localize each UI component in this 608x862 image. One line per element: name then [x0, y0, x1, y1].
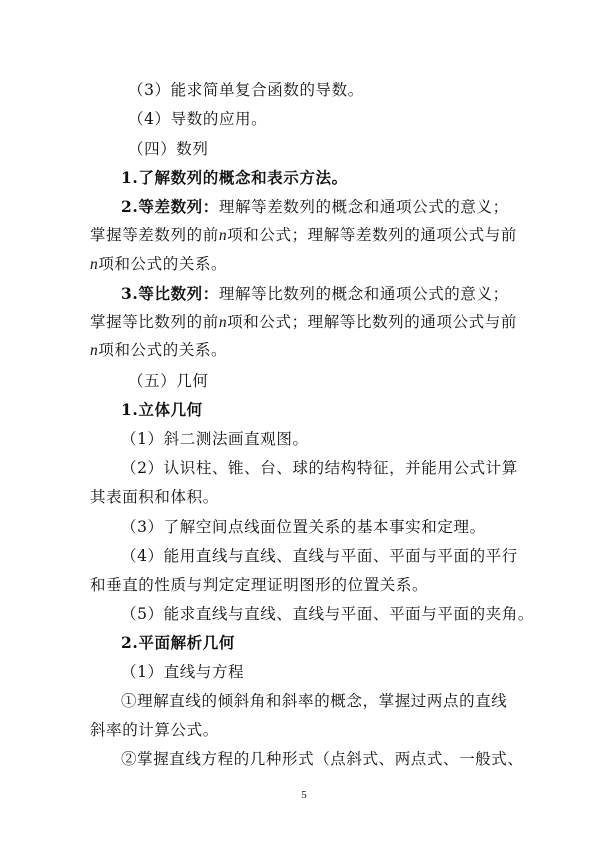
item-slope-line2: 斜率的计算公式。 — [90, 721, 219, 739]
variable-n: n — [218, 314, 228, 331]
text-segment: 掌握等差数列的前 — [90, 226, 219, 244]
variable-n: n — [90, 256, 99, 273]
paragraph-arithmetic-line1 — [121, 196, 551, 218]
item-slope-line1: ①理解直线的倾斜角和斜率的概念，掌握过两点的直线 — [121, 692, 508, 710]
item-composite-derivative: （3）能求简单复合函数的导数。 — [128, 81, 364, 99]
page-number: 5 — [301, 789, 307, 801]
item-angles: （5）能求直线与直线、直线与平面、平面与平面的夹角。 — [121, 605, 534, 623]
item-spatial-relations: （3）了解空间点线面位置关系的基本事实和定理。 — [121, 518, 486, 536]
item-derivative-application: （4）导数的应用。 — [128, 110, 268, 128]
item-oblique-drawing: （1）斜二测法画直观图。 — [121, 430, 309, 448]
text-segment: 理解等差数列的概念和通项公式的意义； — [218, 198, 509, 216]
paragraph-geometric-line3 — [90, 339, 520, 362]
text-segment: 项和公式；理解等比数列的通项公式与前 — [227, 313, 517, 331]
paragraph-geometric-line1 — [121, 283, 551, 305]
paragraph-arithmetic-line2 — [90, 224, 520, 247]
text-segment: 理解等比数列的概念和通项公式的意义； — [218, 285, 509, 303]
item-parallel-perpendicular-line2: 和垂直的性质与判定定理证明图形的位置关系。 — [90, 576, 429, 594]
section-heading-geometry: （五）几何 — [128, 372, 209, 390]
text-segment: 项和公式的关系。 — [98, 341, 228, 359]
variable-n: n — [218, 227, 228, 244]
item-solid-features-line2: 其表面积和体积。 — [90, 488, 219, 506]
text-segment: 掌握等比数列的前 — [90, 313, 219, 331]
paragraph-geometric-line2 — [90, 311, 520, 334]
item-solid-features-line1: （2）认识柱、锥、台、球的结构特征，并能用公式计算 — [121, 459, 518, 477]
heading-sequence-concept: 1.了解数列的概念和表示方法。 — [121, 168, 348, 187]
item-lines-equations: （1）直线与方程 — [121, 663, 245, 681]
text-segment: 项和公式的关系。 — [98, 255, 228, 273]
item-parallel-perpendicular-line1: （4）能用直线与直线、直线与平面、平面与平面的平行 — [121, 547, 518, 565]
heading-geometric-sequence: 3.等比数列： — [121, 284, 219, 303]
variable-n: n — [90, 342, 99, 359]
heading-arithmetic-sequence: 2.等差数列： — [121, 197, 219, 216]
paragraph-arithmetic-line3 — [90, 253, 520, 276]
section-heading-sequences: （四）数列 — [128, 140, 209, 158]
item-line-forms: ②掌握直线方程的几种形式（点斜式、两点式、一般式、 — [121, 750, 524, 768]
heading-solid-geometry: 1.立体几何 — [121, 400, 203, 419]
heading-plane-analytic-geometry: 2.平面解析几何 — [121, 633, 235, 652]
text-segment: 项和公式；理解等差数列的通项公式与前 — [227, 226, 517, 244]
